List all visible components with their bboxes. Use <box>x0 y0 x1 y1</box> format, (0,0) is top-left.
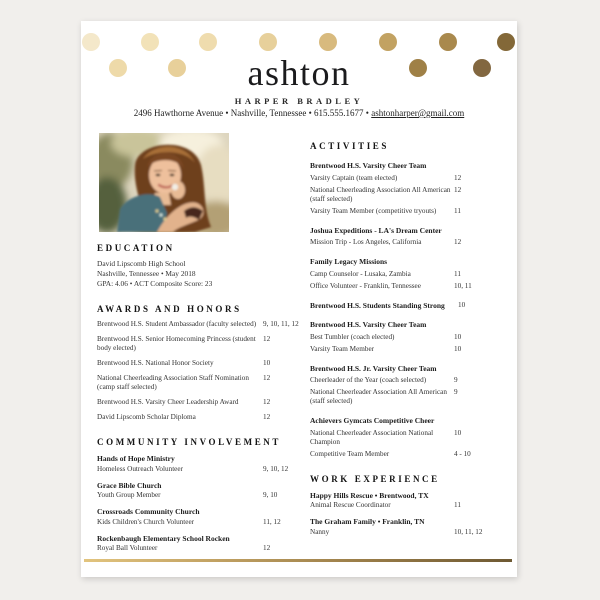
section-heading-community: COMMUNITY INVOLVEMENT <box>97 437 282 447</box>
community-years: 12 <box>263 544 271 552</box>
right-column <box>310 141 512 537</box>
activity-text: Varsity Team Member (competitive tryouts) <box>310 206 437 215</box>
activity-text: National Cheerleader Association National Champion <box>310 428 434 446</box>
work-item <box>310 491 512 511</box>
activity-group <box>310 320 512 354</box>
education-school: David Lipscomb High School <box>97 259 186 268</box>
profile-photo-image <box>99 133 229 232</box>
activity-entry <box>310 429 512 447</box>
activity-entry <box>310 270 512 279</box>
activity-years: 9 <box>454 376 458 384</box>
activity-years: 11 <box>454 269 461 278</box>
work-org: Happy Hills Rescue • Brentwood, TX <box>310 490 429 500</box>
section-heading-awards: AWARDS AND HONORS <box>97 304 242 314</box>
community-org: Hands of Hope Ministry <box>97 454 175 463</box>
section-heading-education: EDUCATION <box>97 243 175 253</box>
work-years: 10, 11, 12 <box>454 527 483 536</box>
community-years: 11, 12 <box>263 517 281 526</box>
work-years: 11 <box>454 501 461 509</box>
gold-dot <box>319 33 337 51</box>
activity-group-title: Family Legacy Missions <box>310 257 388 266</box>
award-row <box>97 359 302 368</box>
award-title: David Lipscomb Scholar Diploma <box>97 413 196 421</box>
community-org: Rockenbaugh Elementary School Rocken <box>97 533 230 543</box>
activity-text: Competitive Team Member <box>310 449 390 458</box>
award-title: Brentwood H.S. National Honor Society <box>97 359 214 367</box>
activity-group-title: Brentwood H.S. Varsity Cheer Team <box>310 320 427 329</box>
award-title: National Cheerleading Association Staff Nomination (camp staff selected) <box>97 374 249 391</box>
section-heading-work: WORK EXPERIENCE <box>310 473 440 484</box>
activity-text: Best Tumbler (coach elected) <box>310 332 395 341</box>
profile-photo <box>99 133 229 232</box>
community-role-row <box>97 491 302 500</box>
activity-entry <box>310 238 512 247</box>
activity-group-title: Brentwood H.S. Varsity Cheer Team <box>310 161 427 170</box>
full-name: HARPER BRADLEY <box>234 96 364 106</box>
award-title: Brentwood H.S. Student Ambassador (faculty selected) <box>97 320 257 328</box>
education-city-date: Nashville, Tennessee • May 2018 <box>97 269 196 278</box>
community-role-row <box>97 518 302 527</box>
activity-entry <box>310 174 512 183</box>
award-row <box>97 398 302 407</box>
activity-group-title: Joshua Expeditions - LA's Dream Center <box>310 225 442 235</box>
activity-text: Varsity Captain (team elected) <box>310 173 398 182</box>
award-years: 12 <box>263 398 271 406</box>
community-item <box>97 454 302 474</box>
work-role: Nanny <box>310 527 330 536</box>
activity-years: 10, 11 <box>454 281 472 290</box>
community-item <box>97 507 302 527</box>
education-gpa: GPA: 4.06 • ACT Composite Score: 23 <box>97 279 213 288</box>
activity-text: Mission Trip - Los Angeles, California <box>310 238 422 246</box>
activity-entry <box>310 450 512 459</box>
activity-text: Cheerleader of the Year (coach selected) <box>310 376 427 384</box>
activity-years: 10 <box>454 344 462 353</box>
award-years: 12 <box>263 374 271 382</box>
work-role-row <box>310 501 512 510</box>
activity-entry <box>310 388 512 406</box>
activity-years: 12 <box>454 185 462 194</box>
activity-years: 10 <box>454 428 462 437</box>
gold-dot <box>497 33 515 51</box>
activity-group-years: 10 <box>458 300 466 309</box>
activity-group-title: Brentwood H.S. Jr. Varsity Cheer Team <box>310 363 437 373</box>
activity-group <box>310 364 512 407</box>
gold-dot <box>259 33 277 51</box>
activity-entry <box>310 376 512 385</box>
community-years: 9, 10 <box>263 491 278 499</box>
gold-dot <box>141 33 159 51</box>
activity-text: Camp Counselor - Lusaka, Zambia <box>310 269 411 278</box>
activity-text: National Cheerleading Association All American (staff selected) <box>310 185 451 203</box>
community-role-row <box>97 465 302 474</box>
activity-years: 12 <box>454 173 462 182</box>
gold-foil-divider <box>84 559 512 562</box>
award-years: 12 <box>263 335 271 343</box>
activity-group-title: Brentwood H.S. Students Standing Strong <box>310 300 445 310</box>
community-years: 9, 10, 12 <box>263 464 289 473</box>
community-role: Royal Ball Volunteer <box>97 544 158 552</box>
activity-group <box>310 257 512 291</box>
gold-dot <box>82 33 100 51</box>
work-item <box>310 517 512 537</box>
award-row <box>97 335 302 353</box>
activity-group <box>310 301 512 311</box>
section-heading-activities: ACTIVITIES <box>310 141 390 151</box>
award-row <box>97 320 302 329</box>
gold-dot <box>379 33 397 51</box>
activity-years: 11 <box>454 206 461 215</box>
activity-entry <box>310 282 512 291</box>
contact-text: 2496 Hawthorne Avenue • Nashville, Tennessee • 615.555.1677 • <box>133 108 372 118</box>
award-years: 10 <box>263 359 271 367</box>
activity-group <box>310 226 512 248</box>
activity-group <box>310 416 512 459</box>
award-row <box>97 374 302 392</box>
activity-group-title: Achievers Gymcats Competitive Cheer <box>310 416 435 425</box>
award-row <box>97 413 302 422</box>
community-org: Grace Bible Church <box>97 480 162 490</box>
community-role: Kids Children's Church Volunteer <box>97 517 195 526</box>
work-org: The Graham Family • Franklin, TN <box>310 517 425 526</box>
community-role: Homeless Outreach Volunteer <box>97 464 183 473</box>
activity-years: 12 <box>454 238 462 246</box>
activity-group <box>310 161 512 216</box>
award-title: Brentwood H.S. Senior Homecoming Princess (student body elected) <box>97 335 256 352</box>
contact-line <box>81 108 517 118</box>
community-role: Youth Group Member <box>97 491 161 499</box>
activity-text: Varsity Team Member <box>310 344 375 353</box>
gold-dot <box>439 33 457 51</box>
activity-entry <box>310 345 512 354</box>
activity-years: 10 <box>454 332 462 341</box>
education-details <box>97 259 302 289</box>
activity-years: 4 - 10 <box>454 449 471 458</box>
community-item <box>97 534 302 554</box>
work-role-row <box>310 528 512 537</box>
activity-entry <box>310 207 512 216</box>
work-role: Animal Rescue Coordinator <box>310 501 391 509</box>
activity-text: Office Volunteer - Franklin, Tennessee <box>310 281 421 290</box>
email-link[interactable]: ashtonharper@gmail.com <box>371 108 465 118</box>
community-item <box>97 481 302 501</box>
award-years: 9, 10, 11, 12 <box>263 320 299 328</box>
activity-entry <box>310 186 512 204</box>
left-column <box>97 133 302 553</box>
award-years: 12 <box>263 413 271 421</box>
activity-text: National Cheerleader Association All American (staff selected) <box>310 388 447 405</box>
community-org: Crossroads Community Church <box>97 507 200 516</box>
activity-entry <box>310 333 512 342</box>
activity-years: 9 <box>454 388 458 396</box>
name-title: ashton <box>247 53 351 93</box>
gold-dot <box>199 33 217 51</box>
resume-page <box>81 21 517 577</box>
award-title: Brentwood H.S. Varsity Cheer Leadership Award <box>97 398 239 406</box>
community-role-row <box>97 544 302 553</box>
